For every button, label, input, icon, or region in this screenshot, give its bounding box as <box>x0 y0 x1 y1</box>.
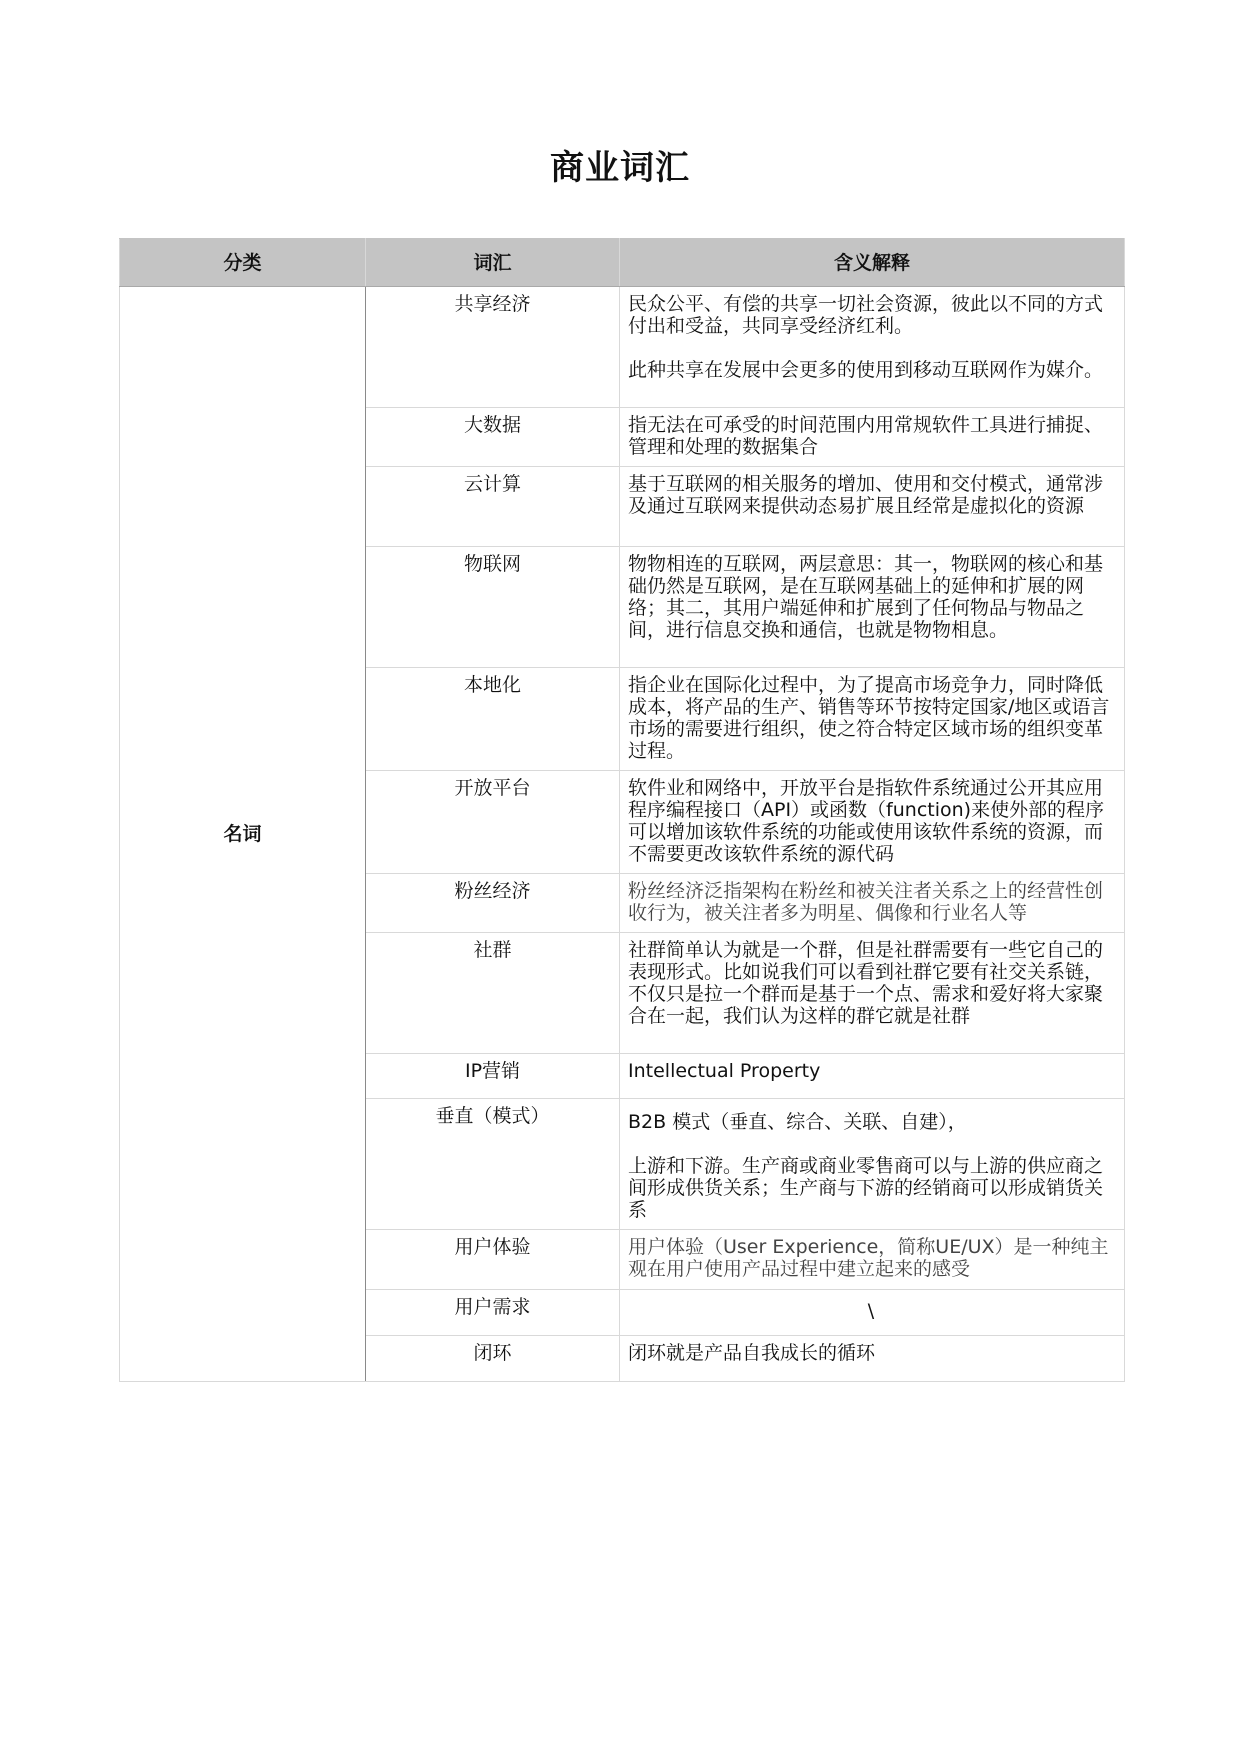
meaning-text: 物物相连的互联网，两层意思：其一，物联网的核心和基础仍然是互联网，是在互联网基础上的延伸和扩展的网络；其二，其用户端延伸和扩展到了任何物品与物品之间，进行信息交换和通信，也就是物物相息。 <box>628 553 1104 641</box>
meaning-text: 闭环就是产品自我成长的循环 <box>628 1342 876 1364</box>
meaning-cell <box>620 547 1125 668</box>
meaning-text: 社群简单认为就是一个群，但是社群需要有一些它自己的表现形式。比如说我们可以看到社群它要有社交关系链，不仅只是拉一个群而是基于一个点、需求和爱好将大家聚合在一起，我们认为这样的群它就是社群 <box>628 939 1104 1027</box>
header-category: 分类 <box>120 239 366 287</box>
meaning-text: B2B 模式（垂直、综合、关联、自建）， <box>628 1111 967 1133</box>
term-cell: 垂直（模式） <box>366 1099 620 1230</box>
term-cell: 社群 <box>366 933 620 1054</box>
category-cell: 名词 <box>120 287 366 1382</box>
meaning-cell <box>620 1099 1125 1230</box>
table-header-row <box>120 239 1125 287</box>
header-term: 词汇 <box>366 239 620 287</box>
term-cell: 云计算 <box>366 467 620 547</box>
term-cell: 闭环 <box>366 1336 620 1382</box>
meaning-text: 此种共享在发展中会更多的使用到移动互联网作为媒介。 <box>628 359 1104 381</box>
meaning-text: 粉丝经济泛指架构在粉丝和被关注者关系之上的经营性创收行为，被关注者多为明星、偶像和行业名人等 <box>628 880 1104 924</box>
meaning-text: 基于互联网的相关服务的增加、使用和交付模式，通常涉及通过互联网来提供动态易扩展且经常是虚拟化的资源 <box>628 473 1104 517</box>
meaning-cell <box>620 668 1125 771</box>
document-title: 商业词汇 <box>550 148 690 188</box>
meaning-text: 用户体验（User Experience，简称UE/UX）是一种纯主观在用户使用产品过程中建立起来的感受 <box>628 1236 1109 1280</box>
meaning-cell <box>620 933 1125 1054</box>
meaning-cell <box>620 1230 1125 1290</box>
term-cell: 用户体验 <box>366 1230 620 1290</box>
meaning-text: \ <box>867 1300 875 1322</box>
meaning-text: 上游和下游。生产商或商业零售商可以与上游的供应商之间形成供货关系；生产商与下游的经销商可以形成销货关系 <box>628 1155 1104 1221</box>
meaning-text: 民众公平、有偿的共享一切社会资源，彼此以不同的方式付出和受益，共同享受经济红利。 <box>628 293 1104 337</box>
meaning-text: Intellectual Property <box>628 1060 821 1082</box>
term-cell: 物联网 <box>366 547 620 668</box>
meaning-cell <box>620 1290 1125 1336</box>
term-cell: 本地化 <box>366 668 620 771</box>
glossary-table <box>119 238 1125 1382</box>
meaning-cell <box>620 771 1125 874</box>
meaning-text: 指无法在可承受的时间范围内用常规软件工具进行捕捉、管理和处理的数据集合 <box>628 414 1104 458</box>
term-cell: IP营销 <box>366 1054 620 1099</box>
meaning-cell <box>620 1054 1125 1099</box>
meaning-cell <box>620 1336 1125 1382</box>
meaning-cell <box>620 287 1125 408</box>
meaning-text: 指企业在国际化过程中，为了提高市场竞争力，同时降低成本，将产品的生产、销售等环节按特定国家/地区或语言市场的需要进行组织，使之符合特定区域市场的组织变革过程。 <box>628 674 1110 762</box>
term-cell: 用户需求 <box>366 1290 620 1336</box>
meaning-cell <box>620 874 1125 933</box>
table-row <box>120 287 1125 408</box>
term-cell: 开放平台 <box>366 771 620 874</box>
term-cell: 大数据 <box>366 408 620 467</box>
meaning-text: 软件业和网络中，开放平台是指软件系统通过公开其应用程序编程接口（API）或函数（function)来使外部的程序可以增加该软件系统的功能或使用该软件系统的资源，而不需要更改该软件系统的源代码 <box>628 777 1105 865</box>
header-meaning: 含义解释 <box>620 239 1125 287</box>
term-cell: 共享经济 <box>366 287 620 408</box>
meaning-cell <box>620 408 1125 467</box>
meaning-cell <box>620 467 1125 547</box>
term-cell: 粉丝经济 <box>366 874 620 933</box>
